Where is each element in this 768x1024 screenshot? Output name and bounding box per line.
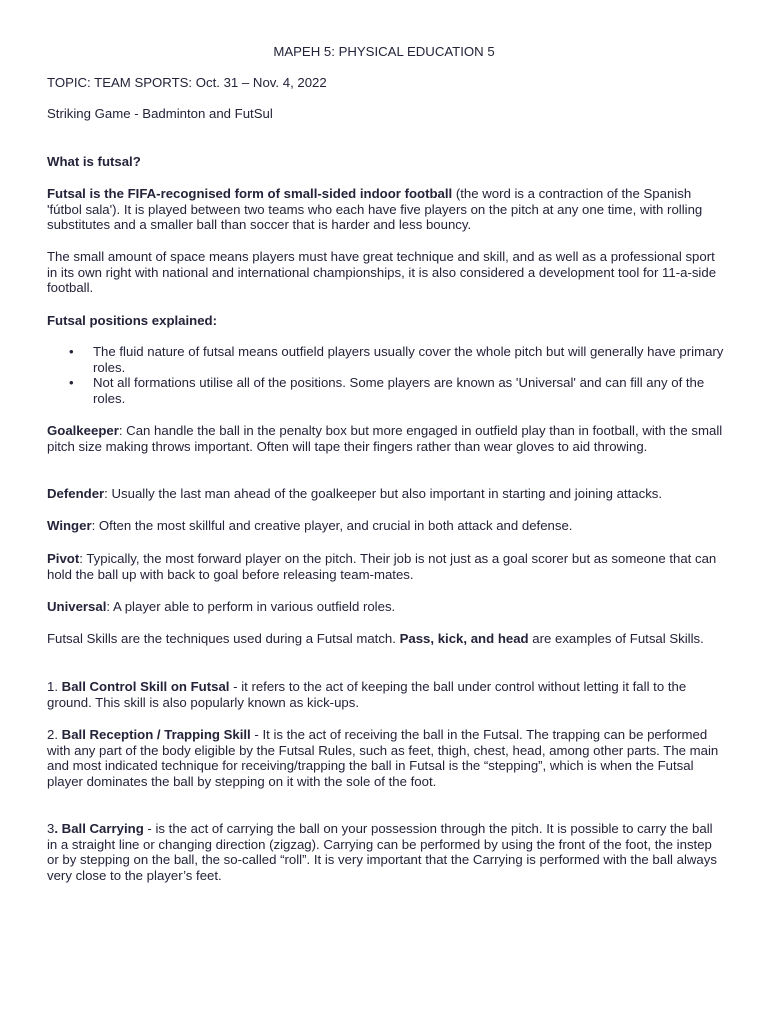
skill-1-label: Ball Control Skill on Futsal xyxy=(61,679,230,694)
defender-label: Defender xyxy=(47,486,105,501)
list-item: • Not all formations utilise all of the positions. Some players are known as 'Universal' and can fill any of the roles. xyxy=(69,375,705,406)
intro-bold-text: Futsal is the FIFA-recognised form of small-sided indoor football xyxy=(47,186,453,201)
skill-2-paragraph: 2. Ball Reception / Trapping Skill - It is the act of receiving the ball in the Futsal. The trapping can be performed with any part of the body eligible by the Futsal Rules, such as feet, thigh, chest, head, among other parts. The main and most indicated technique for receiving/trapping the ball in Futsal is the “stepping”, which is when the Futsal player dominates the ball by stepping on it with the sole of the foot. xyxy=(47,727,719,789)
skill-3-paragraph: 3. Ball Carrying - is the act of carrying the ball on your possession through the pitch. It is possible to carry the ball in a straight line or changing direction (zigzag). Carrying can be performed by using the front of the foot, the instep or by stepping on the ball, the so-called “roll”. It is very important that the Carrying is performed with the ball always very close to the player’s feet. xyxy=(47,821,717,883)
document-title: MAPEH 5: PHYSICAL EDUCATION 5 xyxy=(273,44,495,59)
list-item: • The fluid nature of futsal means outfield players usually cover the whole pitch but will generally have primary roles. xyxy=(69,344,724,375)
pivot-paragraph: Pivot: Typically, the most forward player on the pitch. Their job is not just as a goal scorer but as someone that can hold the ball up with back to goal before releasing team-mates. xyxy=(47,551,717,582)
defender-paragraph: Defender: Usually the last man ahead of the goalkeeper but also important in starting and joining attacks. xyxy=(47,486,663,501)
positions-bullet-list xyxy=(47,344,725,406)
what-is-futsal-heading: What is futsal? xyxy=(47,154,141,169)
bullet-icon: • xyxy=(69,375,74,391)
topic-line: TOPIC: TEAM SPORTS: Oct. 31 – Nov. 4, 2022 xyxy=(47,75,327,90)
skill-3-label: . Ball Carrying xyxy=(54,821,144,836)
winger-label: Winger xyxy=(47,518,92,533)
intro-paragraph-2: The small amount of space means players must have great technique and skill, and as well as a professional sport in its own right with national and international championships, it is also considered a development tool for 11-a-side football. xyxy=(47,249,717,296)
skills-examples-bold: Pass, kick, and head xyxy=(399,631,529,646)
goalkeeper-label: Goalkeeper xyxy=(47,423,119,438)
skill-1-paragraph: 1. Ball Control Skill on Futsal - it refers to the act of keeping the ball under control without letting it fall to the ground. This skill is also popularly known as kick-ups. xyxy=(47,679,687,710)
winger-paragraph: Winger: Often the most skillful and creative player, and crucial in both attack and defense. xyxy=(47,518,573,533)
intro-paragraph-1 xyxy=(47,186,725,233)
subtitle-line: Striking Game - Badminton and FutSul xyxy=(47,106,273,121)
pivot-label: Pivot xyxy=(47,551,80,566)
goalkeeper-paragraph: Goalkeeper: Can handle the ball in the penalty box but more engaged in outfield play than in football, with the small pitch size making throws important. Often will tape their fingers rather than wear gloves to aid throwing. xyxy=(47,423,723,454)
positions-heading: Futsal positions explained: xyxy=(47,313,217,328)
bullet-icon: • xyxy=(69,344,74,359)
universal-paragraph: Universal: A player able to perform in various outfield roles. xyxy=(47,599,396,614)
skills-intro-paragraph: Futsal Skills are the techniques used during a Futsal match. Pass, kick, and head are examples of Futsal Skills. xyxy=(47,631,704,646)
skill-2-label: Ball Reception / Trapping Skill xyxy=(61,727,251,742)
universal-label: Universal xyxy=(47,599,107,614)
intro-rest-text: (the word is a contraction of the Spanish 'fútbol sala'). It is played between two teams who each have five players on the pitch at any one time, with rolling substitutes and a smaller ball than soccer that is harder and less bouncy. xyxy=(47,186,703,233)
